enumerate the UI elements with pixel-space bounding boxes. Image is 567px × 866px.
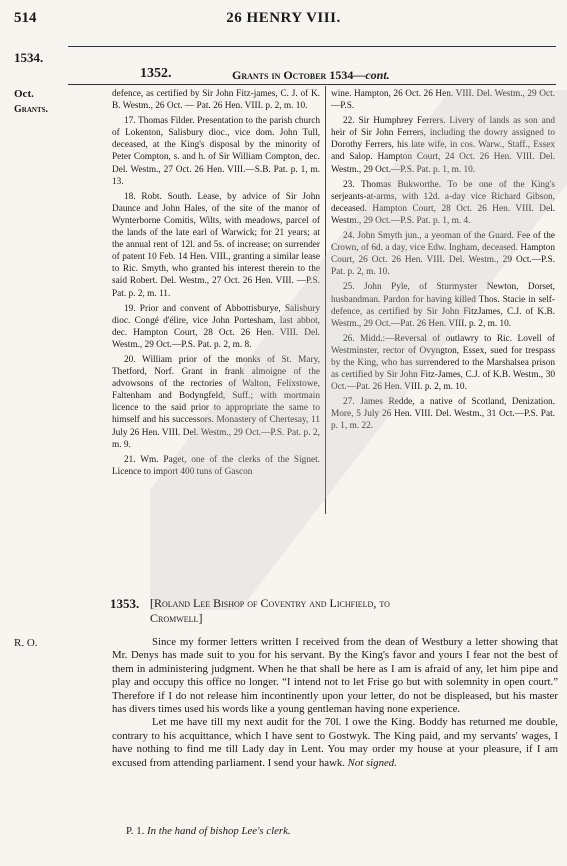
section2-number: 1353. [110,596,140,611]
section2-title-line2: Cromwell] [150,611,203,625]
section-title [232,68,390,83]
letter-para-2 [112,716,558,770]
source-note [126,825,291,837]
entry-17: 17. Thomas Filder. Presentation to the parish church of Lokenton, Salisbury dioc., vice dom. John Tull, deceased, at the King's disposal by the minority of Peter Compton, s. and h. of Sir William Compton, dec. Del. Westm., 27 Oct. 26 Hen. VIII.—S.B. Pat. p. 1, m. 13. [112,116,320,187]
section2-title [150,596,560,626]
side-grants: Grants. [14,104,49,115]
entry-16-cont: defence, as certified by Sir John Fitz-james, C. J. of K. B. Westm., 26 Oct. — Pat. 26 Hen. VIII. p. 2, m. 10. [112,89,320,112]
section-rule [68,84,556,85]
not-signed: Not signed. [347,756,397,769]
page-number: 514 [14,10,37,26]
entry-24: 24. John Smyth jun., a yeoman of the Guard. Fee of the Crown, of 6d. a day, vice Edw. Ingham, deceased. Hampton Court, 26 Oct. 26 Hen. VIII. Del. Westm., 29 Oct.—P.S. Pat. p. 2, m. 10. [331,231,555,278]
entry-19: 19. Prior and convent of Abbottisburye, Salisbury dioc. Congé d'élire, vice John Portesham, last abbot, dec. Hampton Court, 28 Oct. 26 Hen. VIII. Del. Westm., 29 Oct.—P.S. Pat. p. 2, m. 8. [112,303,320,350]
header-rule [68,46,556,47]
side-year: 1534. [14,50,44,65]
entry-21: 21. Wm. Paget, one of the clerks of the Signet. Licence to import 400 tuns of Gascon [112,454,320,477]
letter-body [112,636,558,770]
source-note-prefix: P. 1. [126,825,145,837]
side-ro: R. O. [14,637,38,649]
left-column [112,88,320,481]
entry-18: 18. Robt. South. Lease, by advice of Sir John Daunce and John Hales, of the site of the manor of Wynterborne Comitis, Wilts, with meadows, parcel of the lands of the late earl of Warwick; for 21 years; at the annual rent of 12l. and 5s. of increase; on surrender of patent 10 Feb. 14 Hen. VIII., granting a similar lease to Ric. Smyth, who granted his interest therein to the said Robert. Del. Westm., 27 Oct. 26 Hen. VIII. —P.S. Pat. p. 2, m. 11. [112,191,320,299]
section-number: 1352. [140,66,172,81]
source-note-text: In the hand of bishop Lee's clerk. [147,825,291,837]
entry-21-cont: wine. Hampton, 26 Oct. 26 Hen. VIII. Del. Westm., 29 Oct.—P.S. [331,89,555,112]
letter-para-2-text: Let me have till my next audit for the 70l. I owe the King. Boddy has returned me double, contrary to his acquittance, which I have sent to Gostwyk. The King paid, and my servants' wages, I have nothing to find me till Lady day in Lent. You may order my house at your pleasure, if I am excused from attending parliament. I send your hawk. [112,716,558,769]
entry-27: 27. James Redde, a native of Scotland, Denization. More, 5 July 26 Hen. VIII. Del. Westm., 31 Oct.—P.S. Pat. p. 1, m. 22. [331,397,555,432]
section2-title-line1: [Roland Lee Bishop of Coventry and Lichfield, to [150,596,390,610]
section-title-main: Grants in October 1534 [232,68,354,82]
column-divider [325,86,326,514]
section-title-cont: —cont. [353,68,390,82]
side-month: Oct. [14,88,34,100]
running-title: 26 HENRY VIII. [226,10,341,26]
right-column [331,88,555,436]
entry-20: 20. William prior of the monks of St. Mary, Thetford, Norf. Grant in frank almoigne of the advowsons of the rectories of Walton, Felixstowe, Faltenham and Bodyngfeld, Suff.; with mortmain licence to the said prior to appropriate the same to himself and his successors. Monastery of Chertesay, 11 July 26 Hen. VIII. Del. Westm., 29 Oct.—P.S. Pat. p. 2, m. 9. [112,354,320,450]
entry-23: 23. Thomas Bukworthe. To be one of the King's serjeants-at-arms, with 12d. a-day vice Richard Gibson, deceased. Hampton Court, 28 Oct. 26 Hen. VIII. Del. Westm., 29 Oct.—P.S. Pat. p. 1, m. 4. [331,179,555,226]
entry-25: 25. John Pyle, of Sturmyster Newton, Dorset, husbandman. Pardon for having killed Thos. Stacie in self-defence, as certified by Sir John FitzJames, C.J. of K.B. Westm., 29 Oct.—Pat. 26 Hen. VIII. p. 2, m. 10. [331,282,555,329]
entry-26: 26. Midd.:—Reversal of outlawry to Ric. Lovell of Westminster, rector of Ovyngton, Essex, sued for trespass by the King, who has surrendered to the Marshalsea prison as certified by Sir John Fitz-James, C.J. of K.B. Westm., 30 Oct.—Pat. 26 Hen. VIII. p. 2, m. 10. [331,333,555,393]
letter-para-1: Since my former letters written I received from the dean of Westbury a letter showing that Mr. Denys has made suit to you for his servant. By the King's favor and yours I fear not the best of them in administering judgment. When he that shall be here as I am is afraid of any, let him pipe and play and occupy this office no longer. “I intend not to let Frise go but with solemnity in open court.” Therefore if I do not release him incontinently upon your letter, do not be displeased, but his master has divers times used his words like a young gentleman having none experience. [112,636,558,716]
entry-22: 22. Sir Humphrey Ferrers. Livery of lands as son and heir of Sir John Ferrers, including the dowry assigned to Dorothy Ferrers, his late wife, in cos. Warw., Staff., Essex and Salop. Hampton Court, 24 Oct. 26 Hen. VIII. Del. Westm., 29 Oct.—P.S. Pat. p. 1, m. 10. [331,116,555,175]
